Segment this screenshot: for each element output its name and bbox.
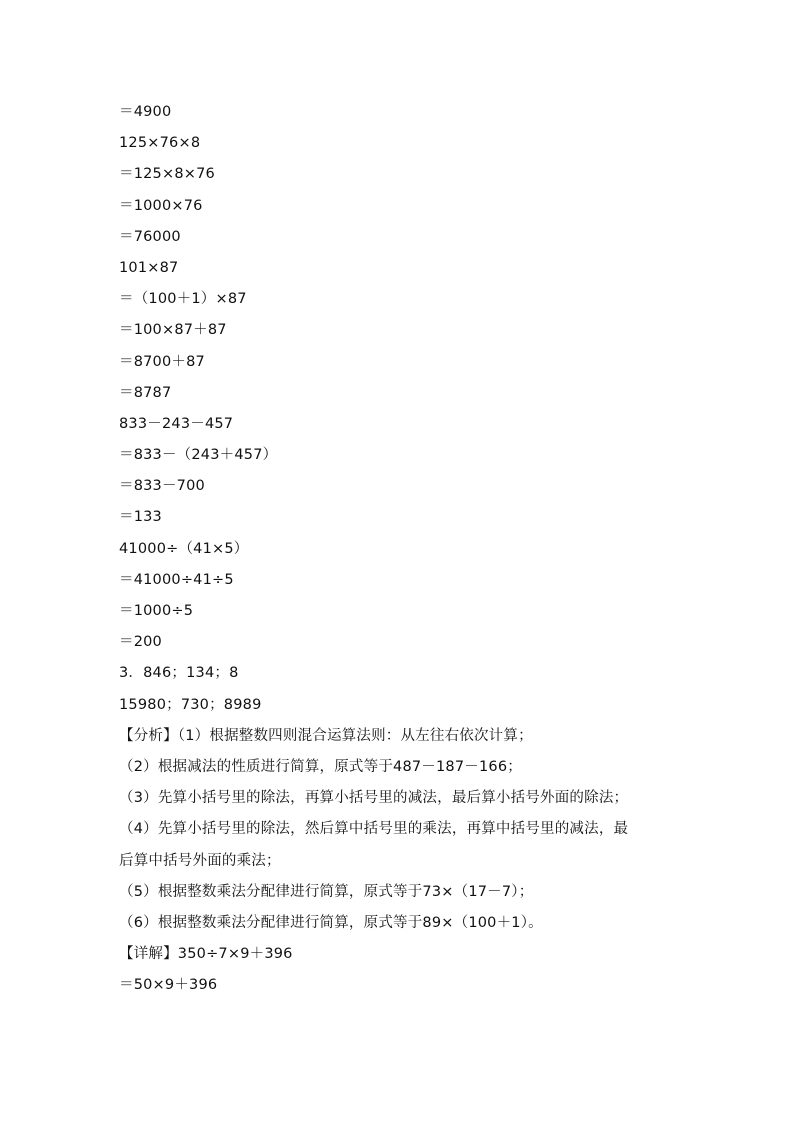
analysis-line: （2）根据减法的性质进行简算，原式等于487－187－166； [119,758,522,775]
text-line: ＝833－700 [119,478,205,495]
answer-line: 3．846；134；8 [119,665,239,682]
analysis-line: （3）先算小括号里的除法，再算小括号里的减法，最后算小括号外面的除法； [119,790,629,807]
text-line: 101×87 [119,259,179,276]
text-line: ＝200 [119,634,162,651]
solution-text [119,100,689,1004]
text-line: ＝1000×76 [119,197,203,214]
text-line: ＝76000 [119,228,181,245]
text-line: ＝4900 [119,104,172,120]
text-line: ＝8700＋87 [119,353,205,370]
text-line: ＝100×87＋87 [119,322,227,339]
text-line: ＝（100＋1）×87 [119,291,247,308]
text-line: ＝41000÷41÷5 [119,571,234,588]
text-line: ＝125×8×76 [119,166,215,183]
text-line: ＝133 [119,509,162,526]
analysis-line: （4）先算小括号里的除法，然后算中括号里的乘法，再算中括号里的减法，最 [119,821,629,838]
detail-line: ＝50×9＋396 [119,977,218,994]
analysis-line: 【分析】（1）根据整数四则混合运算法则：从左往右依次计算； [119,727,533,744]
text-line: 41000÷（41×5） [119,540,249,557]
answer-line: 15980；730；8989 [119,696,262,713]
analysis-line: （6）根据整数乘法分配律进行简算，原式等于89×（100＋1）。 [119,914,543,931]
text-line: 125×76×8 [119,135,201,152]
text-line: ＝8787 [119,384,172,401]
analysis-line: （5）根据整数乘法分配律进行简算，原式等于73×（17－7）； [119,883,534,900]
analysis-line: 后算中括号外面的乘法； [119,852,281,869]
text-line: ＝1000÷5 [119,603,194,619]
text-line: ＝833－（243＋457） [119,447,278,464]
text-line: 833－243－457 [119,415,234,432]
detail-line: 【详解】350÷7×9＋396 [119,946,293,963]
